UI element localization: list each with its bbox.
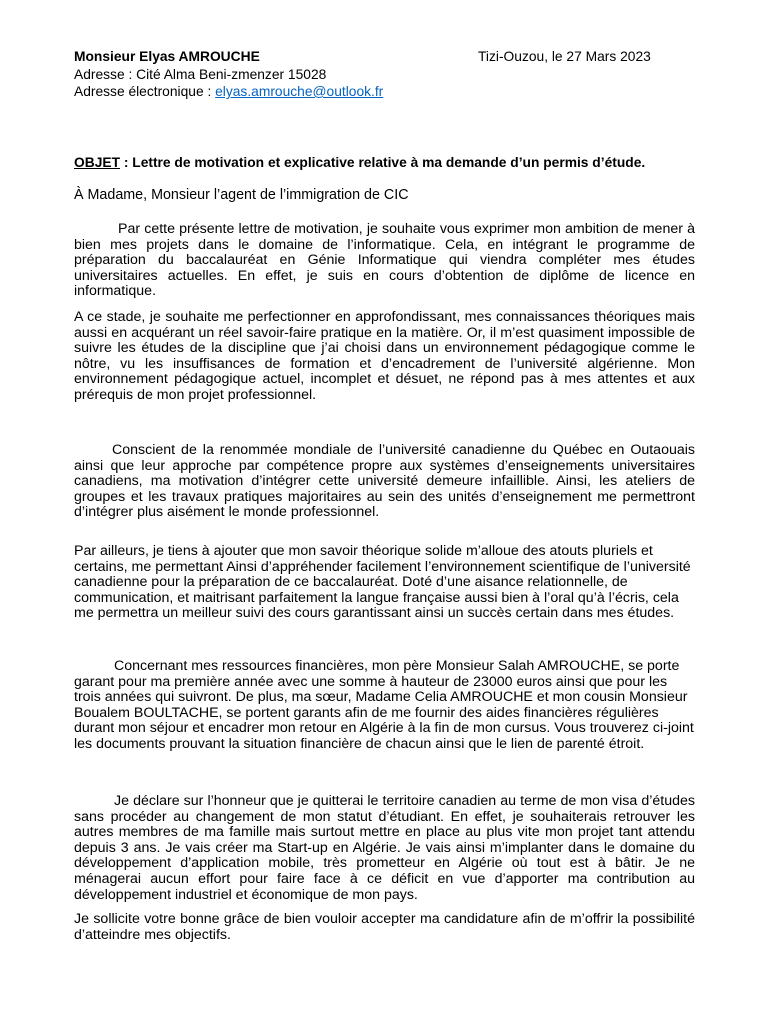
paragraph-2: A ce stade, je souhaite me perfectionner en approfondissant, mes connaissances théoriques mais aussi en acquérant un réel savoir-faire pratique en la matière. Or, il m’est quasiment impossible de suivre les études de la discipline que j’ai choisi dans un environnement pédagogique comme le nôtre, vu les insuffisances de formation et d’encadrement de l’université algérienne. Mon environnement pédagogique actuel, incomplet et désuet, ne répond pas à mes attentes et aux prérequis de mon projet professionnel. xyxy=(74,309,695,403)
sender-address: Adresse : Cité Alma Beni-zmenzer 15028 xyxy=(74,66,327,82)
subject-text: : Lettre de motivation et explicative relative à ma demande d’un permis d’étude. xyxy=(120,155,646,170)
addressee: À Madame, Monsieur l’agent de l’immigration de CIC xyxy=(74,187,409,203)
place-date: Tizi-Ouzou, le 27 Mars 2023 xyxy=(478,49,651,64)
sender-name: Monsieur Elyas AMROUCHE xyxy=(74,49,260,64)
paragraph-4: Par ailleurs, je tiens à ajouter que mon savoir théorique solide m’alloue des atouts pluriels et certains, me permettant Ainsi d’appréhender facilement l’environnement scientifique de l’université canadienne pour la préparation de ce baccalauréat. Doté d’une aisance relationnelle, de communication, et maitrisant parfaitement la langue française aussi bien à l’oral qu’à l’écris, cela me permettra un meilleur suivi des cours garantissant ainsi un succès certain dans mes études. xyxy=(74,543,691,622)
paragraph-7: Je sollicite votre bonne grâce de bien vouloir accepter ma candidature afin de m’offrir la possibilité d’atteindre mes objectifs. xyxy=(74,911,695,943)
sender-block xyxy=(74,48,383,101)
email-label: Adresse électronique : xyxy=(74,84,216,99)
subject-keyword: OBJET xyxy=(74,155,120,170)
subject-line xyxy=(74,155,645,170)
paragraph-3: Conscient de la renommée mondiale de l’université canadienne du Québec en Outaouais ainsi que leur approche par compétence propre aux systèmes d’enseignements universitaires canadiens, ma motivation d’intégrer cette université demeure infaillible. Ainsi, les ateliers de groupes et les travaux pratiques majoritaires au sein des unités d’enseignement me permettront d’intégrer plus aisément le monde professionnel. xyxy=(74,442,695,521)
sender-email-line xyxy=(74,83,383,101)
paragraph-6: Je déclare sur l’honneur que je quitterai le territoire canadien au terme de mon visa d’études sans procéder au changement de mon statut d’étudiant. En effet, je souhaiterais retrouver les autres membres de ma famille mais surtout mettre en place au plus vite mon projet tant attendu depuis 3 ans. Je vais créer ma Start-up en Algérie. Je vais ainsi m’implanter dans le domaine du développement d’application mobile, très prometteur en Algérie où tout est à bâtir. Je ne ménagerai aucun effort pour faire face à ce déficit en vue d’apporter ma contribution au développement industriel et économique de mon pays. xyxy=(74,793,695,903)
email-link[interactable]: elyas.amrouche@outlook.fr xyxy=(215,84,384,99)
paragraph-5: Concernant mes ressources financières, mon père Monsieur Salah AMROUCHE, se porte garant pour ma première année avec une somme à hauteur de 23000 euros ainsi que pour les trois années qui suivront. De plus, ma sœur, Madame Celia AMROUCHE et mon cousin Monsieur Boualem BOULTACHE, se portent garants afin de me fournir des aides financières régulières durant mon séjour et encadrer mon retour en Algérie à la fin de mon cursus. Vous trouverez ci-joint les documents prouvant la situation financière de chacun ainsi que le lien de parenté étroit. xyxy=(74,658,694,752)
paragraph-1: Par cette présente lettre de motivation, je souhaite vous exprimer mon ambition de mener à bien mes projets dans le domaine de l’informatique. Cela, en intégrant le programme de préparation du baccalauréat en Génie Informatique qui viendra compléter mes études universitaires actuelles. En effet, je suis en cours d’obtention de diplôme de licence en informatique. xyxy=(74,221,695,300)
